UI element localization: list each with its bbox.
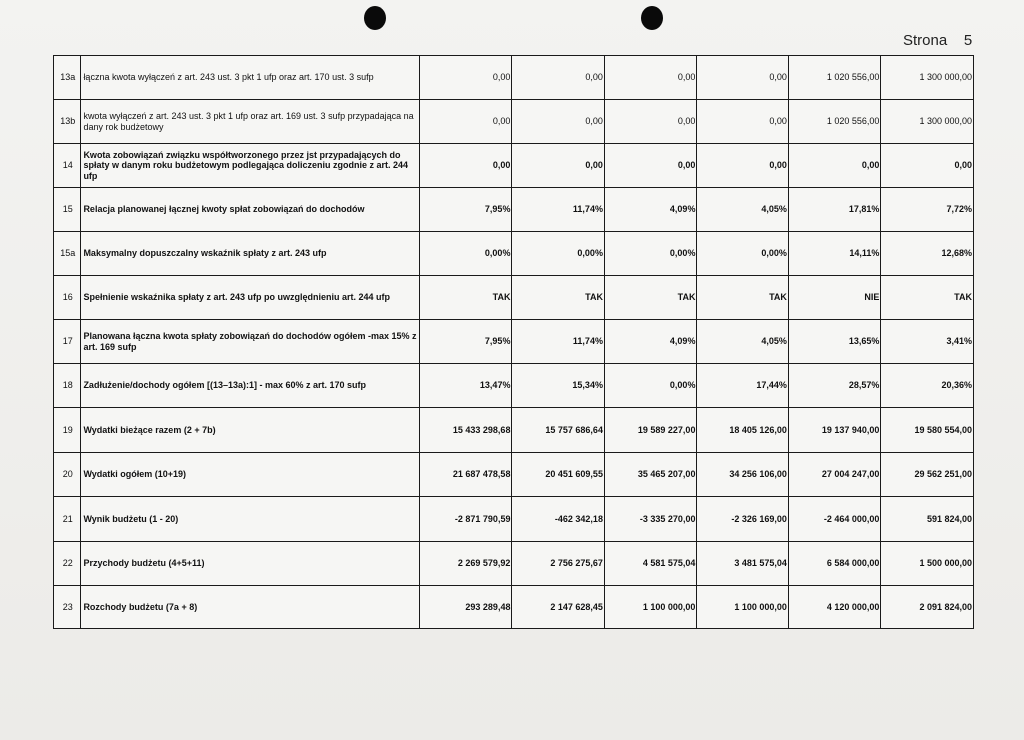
row-description: Rozchody budżetu (7a + 8)	[81, 586, 420, 629]
value-cell: -3 335 270,00	[604, 497, 697, 542]
value-cell: 4 120 000,00	[788, 586, 881, 629]
value-cell: 7,72%	[881, 188, 974, 232]
value-cell: 14,11%	[788, 232, 881, 276]
value-cell: 13,47%	[419, 364, 512, 408]
value-cell: 2 091 824,00	[881, 586, 974, 629]
page-number: Strona 5	[903, 32, 973, 49]
value-cell: 0,00	[512, 56, 605, 100]
punch-hole-left	[364, 6, 386, 30]
row-description: Spełnienie wskaźnika spłaty z art. 243 ufp po uwzględnieniu art. 244 ufp	[81, 276, 420, 320]
value-cell: 28,57%	[788, 364, 881, 408]
table-row	[54, 408, 974, 453]
value-cell: TAK	[881, 276, 974, 320]
table-row	[54, 320, 974, 364]
value-cell: 0,00%	[512, 232, 605, 276]
row-description: Planowana łączna kwota spłaty zobowiązań do dochodów ogółem -max 15% z art. 169 sufp	[81, 320, 420, 364]
table-row	[54, 586, 974, 629]
row-number: 13b	[54, 100, 81, 144]
row-number: 15	[54, 188, 81, 232]
row-number: 16	[54, 276, 81, 320]
row-number: 19	[54, 408, 81, 453]
row-number: 21	[54, 497, 81, 542]
row-description: Relacja planowanej łącznej kwoty spłat zobowiązań do dochodów	[81, 188, 420, 232]
value-cell: TAK	[697, 276, 788, 320]
table-row	[54, 453, 974, 497]
value-cell: 27 004 247,00	[788, 453, 881, 497]
row-description: Wydatki ogółem (10+19)	[81, 453, 420, 497]
value-cell: -2 326 169,00	[697, 497, 788, 542]
table-row	[54, 144, 974, 188]
value-cell: 0,00	[697, 56, 788, 100]
value-cell: 21 687 478,58	[419, 453, 512, 497]
row-number: 15a	[54, 232, 81, 276]
value-cell: 34 256 106,00	[697, 453, 788, 497]
row-description: Wynik budżetu (1 - 20)	[81, 497, 420, 542]
value-cell: 4,05%	[697, 188, 788, 232]
table-row	[54, 364, 974, 408]
table-row	[54, 56, 974, 100]
table-row	[54, 188, 974, 232]
value-cell: 0,00%	[604, 232, 697, 276]
value-cell: 18 405 126,00	[697, 408, 788, 453]
value-cell: 2 756 275,67	[512, 542, 605, 586]
value-cell: 2 269 579,92	[419, 542, 512, 586]
value-cell: 17,81%	[788, 188, 881, 232]
value-cell: 0,00	[697, 100, 788, 144]
value-cell: 4 581 575,04	[604, 542, 697, 586]
value-cell: NIE	[788, 276, 881, 320]
value-cell: 20,36%	[881, 364, 974, 408]
table-row	[54, 100, 974, 144]
value-cell: 12,68%	[881, 232, 974, 276]
value-cell: 35 465 207,00	[604, 453, 697, 497]
table-row	[54, 497, 974, 542]
value-cell: 0,00%	[697, 232, 788, 276]
row-description: Zadłużenie/dochody ogółem [(13–13a):1] - max 60% z art. 170 sufp	[81, 364, 420, 408]
value-cell: 0,00	[604, 144, 697, 188]
row-number: 23	[54, 586, 81, 629]
value-cell: 1 100 000,00	[604, 586, 697, 629]
value-cell: 6 584 000,00	[788, 542, 881, 586]
table-row	[54, 232, 974, 276]
value-cell: 0,00	[419, 144, 512, 188]
row-number: 20	[54, 453, 81, 497]
value-cell: 13,65%	[788, 320, 881, 364]
value-cell: -2 464 000,00	[788, 497, 881, 542]
value-cell: 0,00	[788, 144, 881, 188]
value-cell: TAK	[419, 276, 512, 320]
value-cell: 3,41%	[881, 320, 974, 364]
row-number: 18	[54, 364, 81, 408]
value-cell: -462 342,18	[512, 497, 605, 542]
value-cell: 0,00%	[419, 232, 512, 276]
punch-hole-right	[641, 6, 663, 30]
table-row	[54, 542, 974, 586]
value-cell: 17,44%	[697, 364, 788, 408]
value-cell: 0,00	[419, 100, 512, 144]
value-cell: 0,00	[881, 144, 974, 188]
value-cell: 1 500 000,00	[881, 542, 974, 586]
row-description: łączna kwota wyłączeń z art. 243 ust. 3 pkt 1 ufp oraz art. 170 ust. 3 sufp	[81, 56, 420, 100]
value-cell: 20 451 609,55	[512, 453, 605, 497]
value-cell: 0,00	[419, 56, 512, 100]
row-description: kwota wyłączeń z art. 243 ust. 3 pkt 1 ufp oraz art. 169 ust. 3 sufp przypadająca na dany rok budżetowy	[81, 100, 420, 144]
value-cell: 2 147 628,45	[512, 586, 605, 629]
row-number: 22	[54, 542, 81, 586]
value-cell: 1 300 000,00	[881, 56, 974, 100]
value-cell: 4,05%	[697, 320, 788, 364]
table-body	[54, 56, 974, 629]
value-cell: 11,74%	[512, 320, 605, 364]
value-cell: 29 562 251,00	[881, 453, 974, 497]
row-number: 14	[54, 144, 81, 188]
value-cell: 0,00%	[604, 364, 697, 408]
value-cell: 0,00	[604, 56, 697, 100]
value-cell: 4,09%	[604, 320, 697, 364]
value-cell: TAK	[604, 276, 697, 320]
value-cell: 11,74%	[512, 188, 605, 232]
table-row	[54, 276, 974, 320]
value-cell: 1 300 000,00	[881, 100, 974, 144]
row-description: Maksymalny dopuszczalny wskaźnik spłaty z art. 243 ufp	[81, 232, 420, 276]
value-cell: -2 871 790,59	[419, 497, 512, 542]
value-cell: 15 757 686,64	[512, 408, 605, 453]
value-cell: 0,00	[512, 100, 605, 144]
value-cell: 15,34%	[512, 364, 605, 408]
row-number: 13a	[54, 56, 81, 100]
value-cell: 19 137 940,00	[788, 408, 881, 453]
row-description: Wydatki bieżące razem (2 + 7b)	[81, 408, 420, 453]
row-description: Kwota zobowiązań związku współtworzonego przez jst przypadających do spłaty w danym roku budżetowym podlegająca doliczeniu zgodnie z art. 244 ufp	[81, 144, 420, 188]
value-cell: 0,00	[604, 100, 697, 144]
value-cell: 0,00	[697, 144, 788, 188]
row-description: Przychody budżetu (4+5+11)	[81, 542, 420, 586]
value-cell: 1 020 556,00	[788, 56, 881, 100]
row-number: 17	[54, 320, 81, 364]
value-cell: 4,09%	[604, 188, 697, 232]
value-cell: 19 589 227,00	[604, 408, 697, 453]
value-cell: 591 824,00	[881, 497, 974, 542]
value-cell: 3 481 575,04	[697, 542, 788, 586]
value-cell: 0,00	[512, 144, 605, 188]
budget-table	[53, 55, 974, 629]
value-cell: 7,95%	[419, 320, 512, 364]
value-cell: 1 020 556,00	[788, 100, 881, 144]
value-cell: TAK	[512, 276, 605, 320]
value-cell: 7,95%	[419, 188, 512, 232]
value-cell: 1 100 000,00	[697, 586, 788, 629]
value-cell: 15 433 298,68	[419, 408, 512, 453]
value-cell: 293 289,48	[419, 586, 512, 629]
value-cell: 19 580 554,00	[881, 408, 974, 453]
